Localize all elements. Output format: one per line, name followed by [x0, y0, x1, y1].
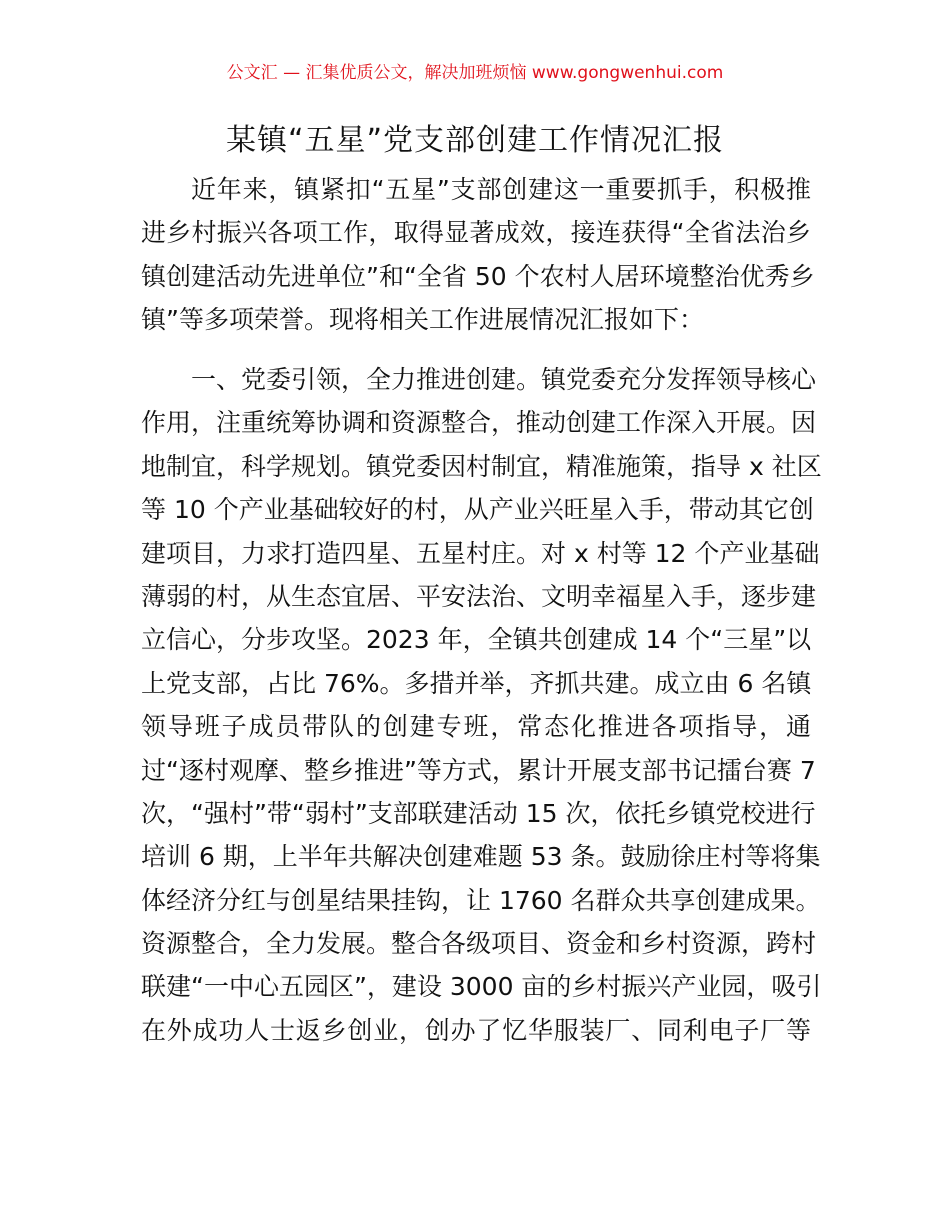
text-line: 作用，注重统筹协调和资源整合，推动创建工作深入开展。因	[141, 408, 817, 438]
text-line: 地制宜，科学规划。镇党委因村制宜，精准施策，指导 x 社区	[141, 451, 822, 481]
text-line: 等 10 个产业基础较好的村，从产业兴旺星入手，带动其它创	[141, 495, 814, 525]
text-line: 体经济分红与创星结果挂钩，让 1760 名群众共享创建成果。	[141, 885, 821, 915]
text-line: 培训 6 期，上半年共解决创建难题 53 条。鼓励徐庄村等将集	[141, 842, 821, 872]
text-line: 在外成功人士返乡创业，创办了忆华服装厂、同利电子厂等	[141, 1015, 811, 1045]
text-line: 领导班子成员带队的创建专班，常态化推进各项指导，通	[141, 712, 811, 742]
text-line: 联建“一中心五园区”，建设 3000 亩的乡村振兴产业园，吸引	[141, 972, 822, 1002]
watermark-banner: 公文汇 — 汇集优质公文，解决加班烦恼 www.gongwenhui.com	[226, 63, 724, 83]
paragraph-section-1	[141, 358, 822, 1052]
text-line: 近年来，镇紧扣“五星”支部创建这一重要抓手，积极推	[191, 175, 811, 204]
text-line: 一、党委引领，全力推进创建。镇党委充分发挥领导核心	[191, 365, 817, 394]
text-line: 次，“强村”带“弱村”支部联建活动 15 次，依托乡镇党校进行	[141, 798, 816, 828]
text-line: 立信心，分步攻坚。2023 年，全镇共创建成 14 个“三星”以	[141, 625, 812, 655]
text-line: 上党支部，占比 76%。多措并举，齐抓共建。成立由 6 名镇	[141, 668, 812, 698]
text-line: 过“逐村观摩、整乡推进”等方式，累计开展支部书记擂台赛 7	[141, 755, 816, 785]
text-line: 薄弱的村，从生态宜居、平安法治、文明幸福星入手，逐步建	[141, 581, 817, 611]
document-title: 某镇“五星”党支部创建工作情况汇报	[225, 123, 725, 158]
text-line: 进乡村振兴各项工作，取得显著成效，接连获得“全省法治乡	[141, 218, 811, 248]
text-line: 资源整合，全力发展。整合各级项目、资金和乡村资源，跨村	[141, 929, 817, 959]
text-line: 建项目，力求打造四星、五星村庄。对 x 村等 12 个产业基础	[141, 538, 820, 568]
paragraph-intro	[141, 168, 815, 342]
text-line: 镇”等多项荣誉。现将相关工作进展情况汇报如下：	[141, 305, 704, 335]
text-line: 镇创建活动先进单位”和“全省 50 个农村人居环境整治优秀乡	[141, 261, 815, 291]
